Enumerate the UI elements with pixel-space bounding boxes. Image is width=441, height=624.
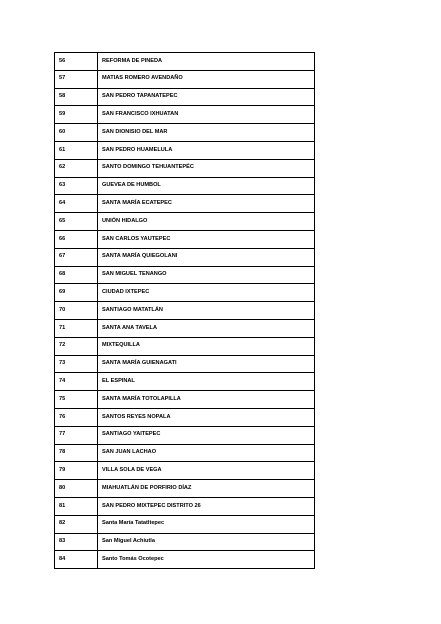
- row-number-cell: 61: [55, 141, 98, 159]
- municipality-name-cell: Santa María Tatatltepec: [98, 515, 315, 533]
- table-row: [55, 319, 315, 337]
- municipality-name-cell: SAN PEDRO TAPANATEPEC: [98, 88, 315, 106]
- table-row: [55, 195, 315, 213]
- table-row: [55, 480, 315, 498]
- municipality-name-cell: San Miguel Achiutla: [98, 533, 315, 551]
- municipality-name-cell: SAN FRANCISCO IXHUATAN: [98, 106, 315, 124]
- table-row: [55, 266, 315, 284]
- municipality-name-cell: SANTA MARÍA TOTOLAPILLA: [98, 391, 315, 409]
- table-row: [55, 159, 315, 177]
- row-number-cell: 59: [55, 106, 98, 124]
- municipality-name-cell: SANTA MARÍA ECATEPEC: [98, 195, 315, 213]
- table-row: [55, 177, 315, 195]
- municipality-name-cell: VILLA SOLA DE VEGA: [98, 462, 315, 480]
- table-row: [55, 515, 315, 533]
- municipality-name-cell: MIAHUATLÁN DE PORFIRIO DÍAZ: [98, 480, 315, 498]
- table-row: [55, 106, 315, 124]
- row-number-cell: 56: [55, 53, 98, 71]
- row-number-cell: 66: [55, 230, 98, 248]
- row-number-cell: 81: [55, 497, 98, 515]
- municipality-name-cell: SAN JUAN LACHAO: [98, 444, 315, 462]
- municipality-name-cell: MIXTEQUILLA: [98, 337, 315, 355]
- row-number-cell: 77: [55, 426, 98, 444]
- municipality-name-cell: EL ESPINAL: [98, 373, 315, 391]
- table-row: [55, 355, 315, 373]
- table-row: [55, 551, 315, 569]
- municipality-name-cell: MATIAS ROMERO AVENDAÑO: [98, 70, 315, 88]
- municipality-name-cell: SAN DIONISIO DEL MAR: [98, 124, 315, 142]
- municipality-name-cell: SANTO DOMINGO TEHUANTEPÉC: [98, 159, 315, 177]
- row-number-cell: 72: [55, 337, 98, 355]
- row-number-cell: 63: [55, 177, 98, 195]
- table-row: [55, 302, 315, 320]
- row-number-cell: 76: [55, 408, 98, 426]
- row-number-cell: 70: [55, 302, 98, 320]
- row-number-cell: 75: [55, 391, 98, 409]
- table-row: [55, 230, 315, 248]
- row-number-cell: 83: [55, 533, 98, 551]
- row-number-cell: 82: [55, 515, 98, 533]
- municipality-name-cell: SAN PEDRO MIXTEPEC DISTRITO 26: [98, 497, 315, 515]
- table-row: [55, 426, 315, 444]
- row-number-cell: 79: [55, 462, 98, 480]
- municipality-name-cell: SAN MIGUEL TENANGO: [98, 266, 315, 284]
- row-number-cell: 64: [55, 195, 98, 213]
- municipality-table-body: [55, 53, 315, 569]
- municipality-name-cell: SAN PEDRO HUAMELULA: [98, 141, 315, 159]
- table-row: [55, 248, 315, 266]
- row-number-cell: 71: [55, 319, 98, 337]
- table-row: [55, 373, 315, 391]
- table-row: [55, 533, 315, 551]
- municipality-name-cell: GUEVEA DE HUMBOL: [98, 177, 315, 195]
- municipality-name-cell: SAN CARLOS YAUTEPEC: [98, 230, 315, 248]
- table-row: [55, 88, 315, 106]
- row-number-cell: 73: [55, 355, 98, 373]
- table-row: [55, 284, 315, 302]
- municipality-name-cell: SANTA ANA TAVELA: [98, 319, 315, 337]
- table-row: [55, 213, 315, 231]
- municipality-name-cell: SANTA MARÍA GUIENAGATI: [98, 355, 315, 373]
- row-number-cell: 65: [55, 213, 98, 231]
- municipality-name-cell: SANTIAGO MATATLÁN: [98, 302, 315, 320]
- table-row: [55, 70, 315, 88]
- municipality-name-cell: SANTA MARÍA QUIEGOLANI: [98, 248, 315, 266]
- table-row: [55, 391, 315, 409]
- table-row: [55, 337, 315, 355]
- row-number-cell: 69: [55, 284, 98, 302]
- row-number-cell: 78: [55, 444, 98, 462]
- municipality-name-cell: SANTIAGO YAITEPEC: [98, 426, 315, 444]
- row-number-cell: 68: [55, 266, 98, 284]
- table-row: [55, 124, 315, 142]
- municipality-name-cell: CIUDAD IXTEPEC: [98, 284, 315, 302]
- row-number-cell: 62: [55, 159, 98, 177]
- municipality-name-cell: Santo Tomás Ocotepec: [98, 551, 315, 569]
- table-row: [55, 408, 315, 426]
- municipality-name-cell: SANTOS REYES NOPALA: [98, 408, 315, 426]
- municipality-name-cell: UNIÓN HIDALGO: [98, 213, 315, 231]
- table-row: [55, 497, 315, 515]
- table-row: [55, 444, 315, 462]
- row-number-cell: 80: [55, 480, 98, 498]
- row-number-cell: 60: [55, 124, 98, 142]
- municipality-name-cell: REFORMA DE PINEDA: [98, 53, 315, 71]
- table-row: [55, 462, 315, 480]
- row-number-cell: 74: [55, 373, 98, 391]
- row-number-cell: 57: [55, 70, 98, 88]
- municipality-table: [54, 52, 315, 569]
- row-number-cell: 58: [55, 88, 98, 106]
- row-number-cell: 84: [55, 551, 98, 569]
- table-row: [55, 141, 315, 159]
- table-row: [55, 53, 315, 71]
- row-number-cell: 67: [55, 248, 98, 266]
